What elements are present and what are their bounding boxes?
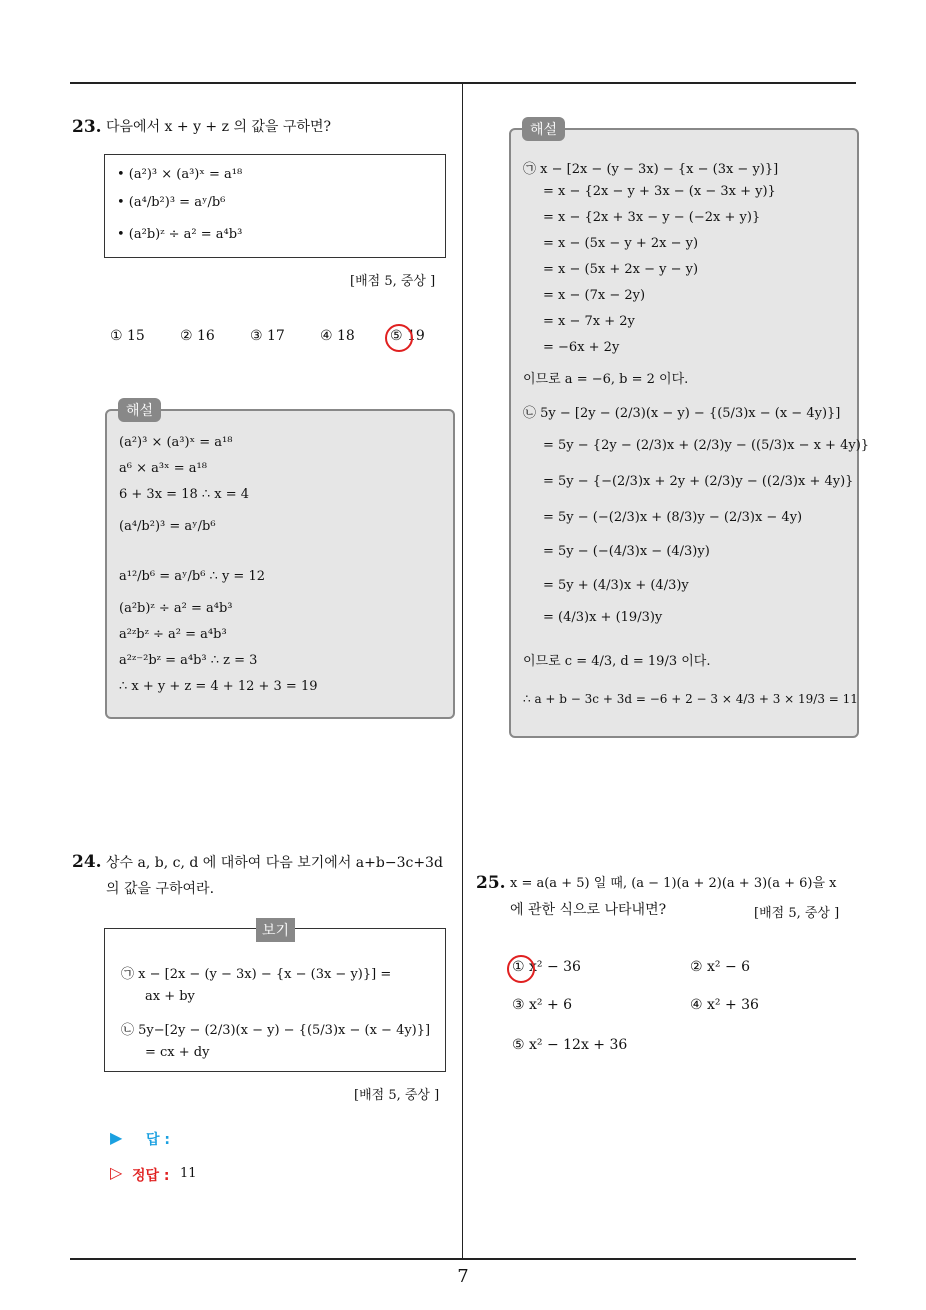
q24-points: [배점 5, 중상 ] — [354, 1088, 440, 1103]
q25-choice-3[interactable]: ③ x² + 6 — [512, 997, 573, 1013]
sol24-line-11: = 5y − {2y − (2/3)x + (2/3)y − ((5/3)x − x + 4y)} — [543, 438, 870, 453]
bottom-rule — [70, 1258, 856, 1260]
q24-correct-value: 11 — [180, 1166, 197, 1181]
q25-number: 25. — [476, 873, 506, 893]
q25-text-2: 에 관한 식으로 나타내면? — [510, 902, 667, 918]
q25-correct-circle — [507, 955, 535, 983]
sol24-line-8: = −6x + 2y — [543, 340, 620, 355]
q24-text-2: 의 값을 구하여라. — [106, 881, 215, 897]
top-rule — [70, 82, 856, 84]
q24-boki-1: ㉠ x − [2x − (y − 3x) − {x − (3x − y)}] = — [121, 967, 392, 982]
q23-sol-7: a²ᶻbᶻ ÷ a² = a⁴b³ — [119, 627, 227, 642]
sol24-line-9: 이므로 a = −6, b = 2 이다. — [523, 372, 689, 387]
column-divider — [462, 84, 463, 1258]
sol24-line-4: = x − (5x − y + 2x − y) — [543, 236, 699, 251]
sol24-line-2: = x − {2x − y + 3x − (x − 3x + y)} — [543, 184, 776, 199]
q24-answer-label: 답 : — [146, 1132, 170, 1148]
q24-number: 24. — [72, 852, 102, 872]
q23-condition-box — [104, 154, 446, 258]
sol24-line-10: ㉡ 5y − [2y − (2/3)(x − y) − {(5/3)x − (x − 4y)}] — [523, 406, 841, 421]
q24-boki-label: 보기 — [256, 918, 295, 942]
q24-boki-3: ㉡ 5y−[2y − (2/3)(x − y) − {(5/3)x − (x − 4y)}] — [121, 1023, 431, 1038]
sol24-line-1: ㉠ x − [2x − (y − 3x) − {x − (3x − y)}] — [523, 162, 779, 177]
q23-choice-3[interactable]: ③ 17 — [250, 328, 285, 344]
q24-boki-box — [104, 928, 446, 1072]
q23-points: [배점 5, 중상 ] — [350, 274, 436, 289]
q23-sol-5: a¹²/b⁶ = aʸ/b⁶ ∴ y = 12 — [119, 569, 265, 584]
q24-boki-2: ax + by — [145, 989, 195, 1004]
sol24-line-16: = (4/3)x + (19/3)y — [543, 610, 663, 625]
sol24-line-5: = x − (5x + 2x − y − y) — [543, 262, 699, 277]
q23-sol-4: (a⁴/b²)³ = aʸ/b⁶ — [119, 519, 216, 534]
q23-choice-2[interactable]: ② 16 — [180, 328, 215, 344]
sol24-line-18: ∴ a + b − 3c + 3d = −6 + 2 − 3 × 4/3 + 3 × 19/3 = 11 — [523, 692, 858, 706]
q23-condition-1: • (a²)³ × (a³)ˣ = a¹⁸ — [117, 167, 243, 182]
q24-solution-box — [509, 128, 870, 738]
q23-sol-9: ∴ x + y + z = 4 + 12 + 3 = 19 — [119, 679, 318, 694]
q23-solution-box — [105, 409, 455, 719]
q23-text: 다음에서 x + y + z 의 값을 구하면? — [106, 119, 331, 135]
page-number: 7 — [457, 1266, 469, 1287]
sol24-line-17: 이므로 c = 4/3, d = 19/3 이다. — [523, 654, 711, 669]
q25-points: [배점 5, 중상 ] — [754, 906, 840, 921]
q23-condition-3: • (a²b)ᶻ ÷ a² = a⁴b³ — [117, 227, 243, 242]
q25-choice-2[interactable]: ② x² − 6 — [690, 959, 751, 975]
sol24-line-15: = 5y + (4/3)x + (4/3)y — [543, 578, 689, 593]
q23-correct-circle — [385, 324, 413, 352]
q23-sol-3: 6 + 3x = 18 ∴ x = 4 — [119, 487, 250, 502]
answer-arrow-icon: ▶ — [110, 1128, 123, 1147]
q24-correct-label: 정답 : — [132, 1168, 170, 1184]
q23-sol-1: (a²)³ × (a³)ˣ = a¹⁸ — [119, 435, 233, 450]
q23-number: 23. — [72, 117, 102, 137]
q24-boki-4: = cx + dy — [145, 1045, 210, 1060]
sol24-line-13: = 5y − (−(2/3)x + (8/3)y − (2/3)x − 4y) — [543, 510, 803, 525]
q23-choice-1[interactable]: ① 15 — [110, 328, 145, 344]
q23-sol-8: a²ᶻ⁻²bᶻ = a⁴b³ ∴ z = 3 — [119, 653, 258, 668]
sol24-line-12: = 5y − {−(2/3)x + 2y + (2/3)y − ((2/3)x + 4y)} — [543, 474, 854, 489]
q23-choice-5[interactable]: ⑤ 19 — [390, 328, 425, 344]
q25-text-1: x = a(a + 5) 일 때, (a − 1)(a + 2)(a + 3)(a + 6)을 x — [510, 876, 837, 891]
correct-arrow-icon: ▷ — [110, 1163, 123, 1182]
q24-text-1: 상수 a, b, c, d 에 대하여 다음 보기에서 a+b−3c+3d — [106, 855, 443, 871]
q25-choice-1[interactable]: ① x² − 36 — [512, 959, 581, 975]
q23-sol-6: (a²b)ᶻ ÷ a² = a⁴b³ — [119, 601, 233, 616]
sol24-line-7: = x − 7x + 2y — [543, 314, 635, 329]
q25-choice-4[interactable]: ④ x² + 36 — [690, 997, 759, 1013]
q23-solution-tag: 해설 — [118, 398, 161, 422]
sol24-line-6: = x − (7x − 2y) — [543, 288, 646, 303]
q24-solution-tag: 해설 — [522, 117, 565, 141]
q25-choice-5[interactable]: ⑤ x² − 12x + 36 — [512, 1037, 628, 1053]
sol24-line-3: = x − {2x + 3x − y − (−2x + y)} — [543, 210, 761, 225]
sol24-line-14: = 5y − (−(4/3)x − (4/3)y) — [543, 544, 710, 559]
q23-choice-4[interactable]: ④ 18 — [320, 328, 355, 344]
q23-sol-2: a⁶ × a³ˣ = a¹⁸ — [119, 461, 207, 476]
q23-condition-2: • (a⁴/b²)³ = aʸ/b⁶ — [117, 195, 226, 210]
